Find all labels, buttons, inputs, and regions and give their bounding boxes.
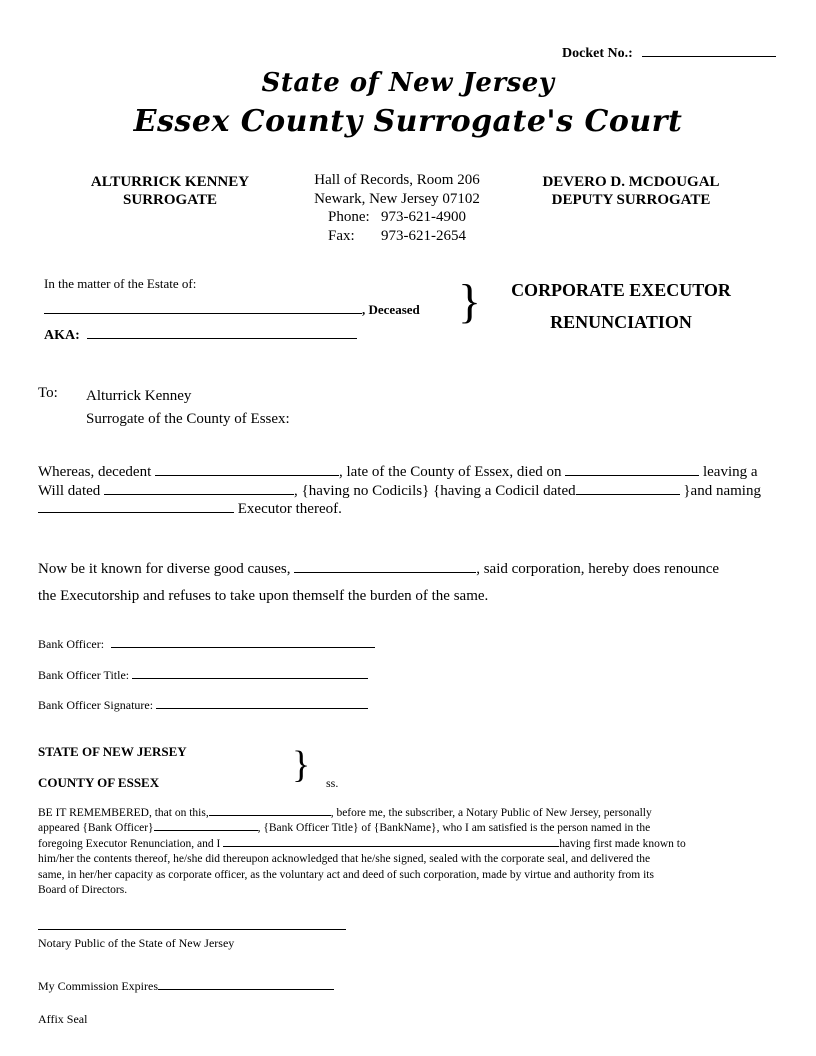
commission-expires-field[interactable]	[158, 988, 334, 990]
notary-label: Notary Public of the State of New Jersey	[38, 936, 235, 950]
death-date-field[interactable]	[565, 474, 699, 476]
bank-officer-signature-field[interactable]	[156, 707, 368, 709]
surrogate-title: SURROGATE	[123, 192, 217, 208]
to-label: To:	[38, 385, 58, 401]
bank-officer-field[interactable]	[111, 646, 375, 648]
decedent-name-field[interactable]	[155, 474, 339, 476]
deputy-block	[516, 173, 746, 209]
whereas-text-3: leaving a	[702, 464, 758, 480]
commission-label: My Commission Expires	[38, 979, 159, 993]
aka-row	[44, 328, 357, 344]
corporation-name-field[interactable]	[294, 571, 476, 573]
whereas-text-7: Executor thereof.	[237, 501, 342, 517]
deputy-title: DEPUTY SURROGATE	[551, 192, 711, 208]
docket-label: Docket No.:	[562, 46, 633, 61]
ack-text-b2: , {Bank Officer Title} of {BankName}, who I am satisfied is the person named in the	[257, 822, 651, 835]
addressee-name: Alturrick Kenney	[86, 388, 192, 404]
renounce-text-2: , said corporation, hereby does renounce	[476, 561, 720, 577]
bank-officer-row	[38, 637, 375, 652]
addressee-office: Surrogate of the County of Essex:	[86, 411, 290, 427]
phone-label: Phone:	[328, 209, 370, 225]
surrogate-name: ALTURRICK KENNEY	[90, 174, 250, 190]
whereas-text-5: , {having no Codicils} {having a Codicil dated	[294, 482, 576, 499]
renounce-text-1: Now be it known for diverse good causes,	[38, 561, 291, 577]
ack-text-a2: , before me, the subscriber, a Notary Public of New Jersey, personally	[330, 807, 652, 819]
deceased-label: , Deceased	[362, 302, 420, 317]
ack-text-f: Board of Directors.	[38, 884, 128, 897]
commission-row	[38, 979, 334, 994]
renounce-paragraph	[38, 556, 798, 610]
estate-matter-label: In the matter of the Estate of:	[44, 276, 197, 291]
ack-text-e: same, in her/her capacity as corporate officer, as the voluntary act and deed of such corporation, made by virtue and authority from its	[38, 868, 654, 881]
bank-officer-title-row	[38, 668, 368, 683]
bank-officer-label: Bank Officer:	[38, 637, 105, 651]
will-date-field[interactable]	[104, 493, 294, 495]
phone-number: 973-621-4900	[380, 209, 466, 225]
ack-notary-name-field[interactable]	[223, 845, 559, 847]
address-line2: Newark, New Jersey 07102	[314, 190, 480, 207]
ack-text-b1: appeared {Bank Officer}	[38, 822, 154, 835]
ack-text-c1: foregoing Executor Renunciation, and I	[38, 837, 221, 850]
acknowledgment-paragraph	[38, 806, 798, 898]
header-court: Essex County Surrogate's Court	[133, 104, 683, 139]
doc-title	[496, 280, 746, 333]
venue-ss: ss.	[326, 776, 339, 790]
whereas-text-6: }and naming	[683, 482, 761, 499]
whereas-text-1: Whereas, decedent	[38, 464, 152, 480]
addressee-block	[86, 385, 290, 431]
surrogate-block	[70, 173, 270, 209]
docket-number-field[interactable]	[642, 55, 776, 57]
venue-brace: }	[292, 744, 311, 786]
whereas-text-4: Will dated	[38, 482, 101, 499]
notary-signature-line[interactable]	[38, 929, 346, 930]
bank-officer-signature-label: Bank Officer Signature:	[38, 698, 154, 712]
docket-row	[562, 46, 776, 62]
deputy-name: DEVERO D. MCDOUGAL	[542, 174, 720, 190]
affix-seal-label: Affix Seal	[38, 1012, 88, 1026]
ack-text-a1: BE IT REMEMBERED, that on this,	[38, 807, 209, 819]
bank-officer-signature-row	[38, 698, 368, 713]
aka-label: AKA:	[44, 328, 80, 343]
bank-officer-title-field[interactable]	[132, 677, 368, 679]
renounce-text-3: the Executorship and refuses to take upon themself the burden of the same.	[38, 588, 489, 604]
phone-row	[296, 208, 498, 227]
ack-bank-officer-field[interactable]	[154, 829, 258, 831]
ack-date-field[interactable]	[209, 814, 331, 816]
bank-officer-title-label: Bank Officer Title:	[38, 668, 130, 682]
ack-text-d: him/her the contents thereof, he/she did thereupon acknowledged that he/she signed, sealed with the corporate seal, and delivered the	[38, 853, 651, 866]
address-line1: Hall of Records, Room 206	[314, 172, 480, 188]
codicil-date-field[interactable]	[576, 493, 680, 495]
ack-text-c2: having first made known to	[559, 837, 686, 850]
doc-title-line1: CORPORATE EXECUTOR	[511, 280, 731, 300]
header-state: State of New Jersey	[261, 68, 555, 98]
whereas-text-2: , late of the County of Essex, died on	[339, 464, 562, 480]
estate-name-field[interactable]	[44, 312, 362, 314]
aka-field[interactable]	[87, 337, 357, 339]
doc-title-line2: RENUNCIATION	[550, 312, 692, 332]
estate-name-row	[44, 302, 420, 318]
address-block	[296, 171, 498, 245]
venue-county: COUNTY OF ESSEX	[38, 775, 160, 790]
estate-brace: }	[458, 275, 482, 328]
fax-row	[296, 227, 498, 246]
venue-state: STATE OF NEW JERSEY	[38, 744, 187, 759]
whereas-paragraph	[38, 463, 788, 519]
fax-label: Fax:	[328, 227, 355, 244]
fax-number: 973-621-2654	[380, 227, 466, 244]
executor-name-field[interactable]	[38, 511, 234, 513]
